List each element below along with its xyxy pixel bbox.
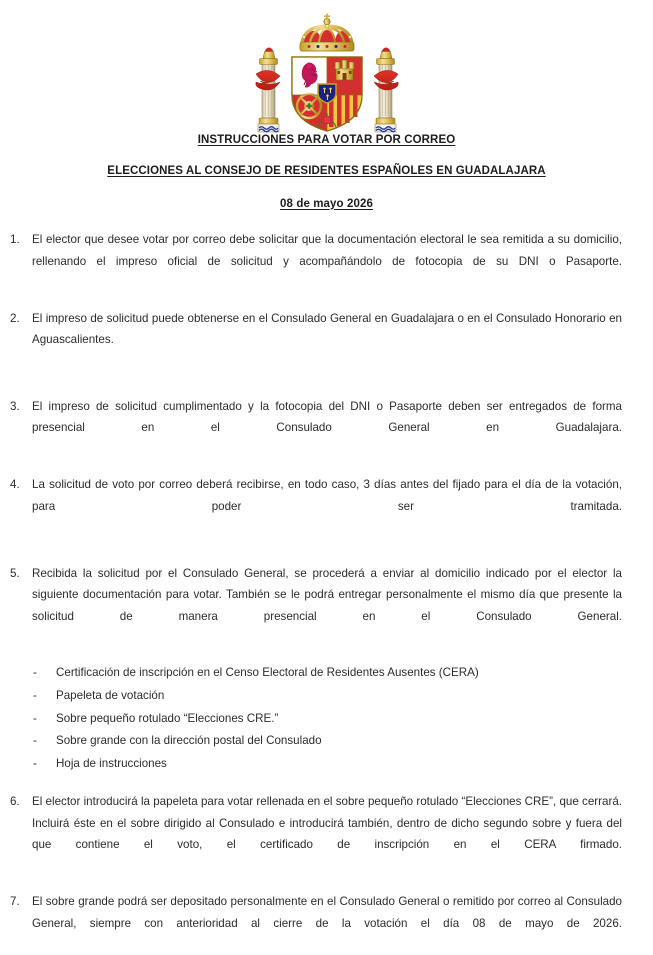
royal-crown-icon [300, 14, 354, 52]
shield-icon [292, 57, 362, 131]
instruction-item-6 [10, 791, 622, 877]
bullet-text: Papeleta de votación [56, 688, 165, 702]
instruction-number: 1. [10, 233, 20, 247]
list-item [33, 708, 622, 731]
section-spacer [10, 781, 622, 791]
navarre-chains-icon [297, 94, 321, 118]
bullet-marker: - [33, 756, 37, 770]
instruction-text: El elector introducirá la papeleta para votar rellenada en el sobre pequeño rotulado “Elecciones CRE”, que cerrará. Incluirá éste en el sobre dirigido al Consulado e introducirá también, dentro de dicho segundo sobre y fuera del que contiene el voto, el certificado de inscripción en el CERA firmado. [32, 795, 622, 852]
bullet-text: Sobre grande con la dirección postal del Consulado [56, 734, 322, 748]
page-title-text: INSTRUCCIONES PARA VOTAR POR CORREO [197, 134, 456, 146]
instruction-number: 7. [10, 895, 20, 909]
instruction-text: Recibida la solicitud por el Consulado General, se procederá a enviar al domicilio indicado por el elector la siguiente documentación para votar. También se le podrá entregar personalmente el mismo día que presente la solicitud de manera presencial en el Consulado General. [32, 566, 622, 623]
list-item [33, 730, 622, 753]
page-title [0, 134, 653, 148]
bullet-marker: - [33, 688, 37, 702]
bullet-text: Hoja de instrucciones [56, 756, 167, 770]
instruction-item-3 [10, 396, 622, 460]
list-item [33, 753, 622, 776]
castile-castle-icon [335, 60, 354, 80]
instructions-list [0, 229, 653, 955]
emblem-container [0, 0, 653, 128]
instruction-number: 4. [10, 478, 20, 492]
election-date-text: 08 de mayo 2026 [280, 197, 373, 210]
instruction-text: La solicitud de voto por correo deberá recibirse, en todo caso, 3 días antes del fijado para el día de la votación, para poder ser tramitada. [32, 478, 622, 513]
document-headings [0, 134, 653, 211]
instruction-text: El impreso de solicitud cumplimentado y la fotocopia del DNI o Pasaporte deben ser entregados de forma presencial en el Consulado General en Guadalajara. [32, 400, 622, 435]
list-item [33, 662, 622, 685]
instruction-item-7 [10, 891, 622, 955]
instruction-text: El sobre grande podrá ser depositado personalmente en el Consulado General o remitido por correo al Consulado General, siempre con anterioridad al cierre de la votación el día 08 de mayo de 2026. [32, 895, 622, 930]
documentation-bullet-list [10, 662, 622, 775]
list-item [33, 685, 622, 708]
bourbon-inescutcheon-icon [318, 84, 336, 103]
spanish-coat-of-arms-icon [248, 8, 406, 136]
bullet-marker: - [33, 711, 37, 725]
instruction-number: 5. [10, 566, 20, 580]
election-date [0, 198, 653, 212]
instruction-item-4 [10, 474, 622, 538]
bullet-marker: - [33, 734, 37, 748]
bullet-text: Sobre pequeño rotulado “Elecciones CRE.” [56, 711, 279, 725]
instruction-number: 3. [10, 400, 20, 414]
instruction-number: 2. [10, 311, 20, 325]
page-subtitle-text: ELECCIONES AL CONSEJO DE RESIDENTES ESPAÑOLES EN GUADALAJARA [107, 164, 546, 177]
page-subtitle [0, 165, 653, 179]
instruction-text: El impreso de solicitud puede obtenerse en el Consulado General en Guadalajara o en el Consulado Honorario en Aguascalientes. [32, 311, 622, 347]
instruction-item-2 [10, 308, 622, 372]
instruction-number: 6. [10, 795, 20, 809]
bullet-text: Certificación de inscripción en el Censo Electoral de Residentes Ausentes (CERA) [56, 666, 479, 680]
bullet-marker: - [33, 666, 37, 680]
instruction-item-5 [10, 563, 622, 649]
instruction-text: El elector que desee votar por correo debe solicitar que la documentación electoral le sea remitida a su domicilio, rellenando el impreso oficial de solicitud y acompañándolo de fotocopia de su DNI o Pasaporte. [32, 233, 622, 268]
instruction-item-1 [10, 229, 622, 293]
